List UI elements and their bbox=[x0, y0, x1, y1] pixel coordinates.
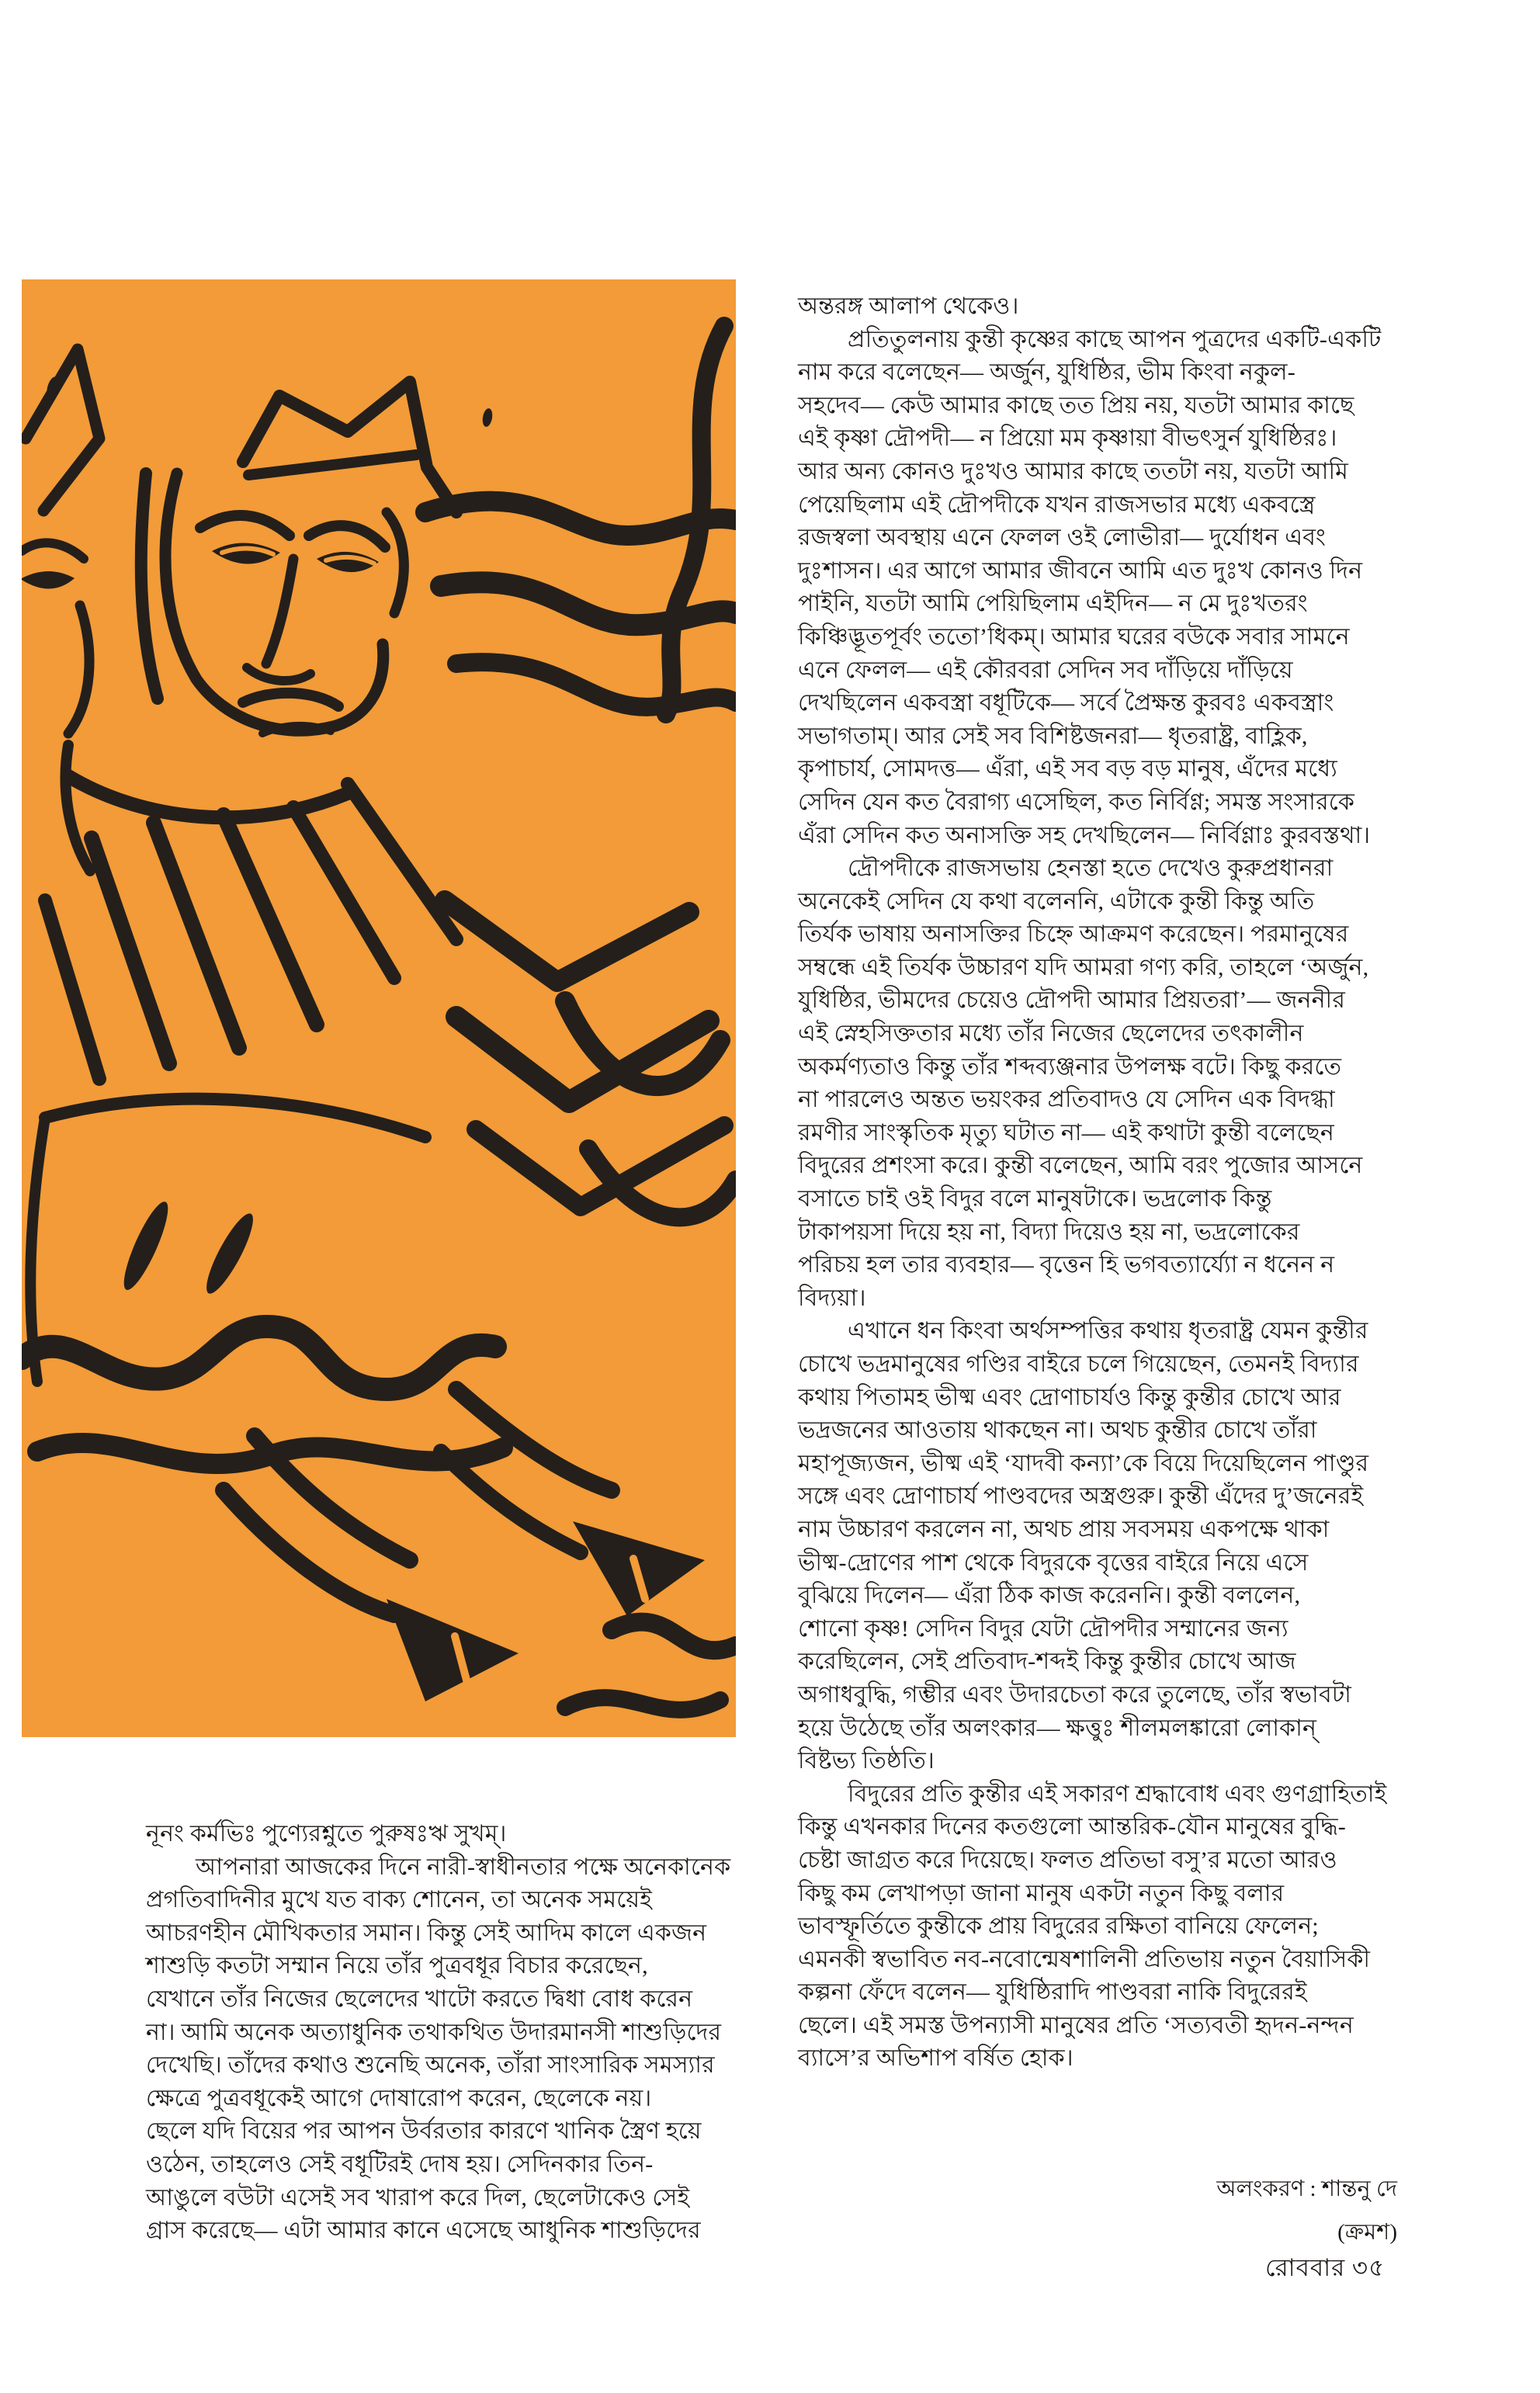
text-line: বিষ্টভ্য তিষ্ঠতি। bbox=[798, 1748, 935, 1774]
illustration-panel bbox=[22, 279, 736, 1737]
text-line: এনে ফেলল— এই কৌরবরা সেদিন সব দাঁড়িয়ে দাঁড়িয়ে bbox=[798, 657, 1293, 683]
text-line: পাইনি, যতটা আমি পেয়িছিলাম এইদিন— ন মে দুঃখতরং bbox=[798, 591, 1308, 617]
crowned-figures-brush-illustration bbox=[22, 279, 736, 1737]
text-line: আচরণহীন মৌখিকতার সমান। কিন্তু সেই আদিম কালে একজন bbox=[146, 1920, 707, 1946]
text-line: সঙ্গে এবং দ্রোণাচার্য পাণ্ডবদের অস্ত্রগুরু। কুন্তী এঁদের দু’জনেরই bbox=[798, 1483, 1364, 1510]
text-line: বিদুরের প্রতি কুন্তীর এই সকারণ শ্রদ্ধাবোধ এবং গুণগ্রাহিতাই bbox=[848, 1781, 1387, 1807]
text-line: কৃপাচার্য, সোমদত্ত— এঁরা, এই সব বড় বড় মানুষ, এঁদের মধ্যে bbox=[798, 756, 1337, 782]
text-line: রজস্বলা অবস্থায় এনে ফেলল ওই লোভীরা— দুর্যোধন এবং bbox=[798, 525, 1327, 551]
text-line: আঙুলে বউটা এসেই সব খারাপ করে দিল, ছেলেটাকেও সেই bbox=[146, 2184, 690, 2211]
credits-block bbox=[1009, 2167, 1397, 2254]
text-line: ব্যাসে’র অভিশাপ বর্ষিত হোক। bbox=[798, 2045, 1073, 2072]
text-line: কথায় পিতামহ ভীষ্ম এবং দ্রোণাচার্যও কিন্তু কুন্তীর চোখে আর bbox=[798, 1384, 1341, 1410]
text-line: হয়ে উঠেছে তাঁর অলংকার— ক্ষত্তুঃ শীলমলঙ্কারো লোকান্ bbox=[798, 1715, 1317, 1741]
text-line: এমনকী স্বভাবিত নব-নবোন্মেষশালিনী প্রতিভায় নতুন বৈয়াসিকী bbox=[798, 1946, 1371, 1972]
text-line: চোখে ভদ্রমানুষের গণ্ডির বাইরে চলে গিয়েছেন, তেমনই বিদ্যার bbox=[798, 1351, 1359, 1377]
text-line: বসাতে চাই ওই বিদুর বলে মানুষটাকে। ভদ্রলোক কিন্তু bbox=[798, 1186, 1272, 1212]
text-line: কল্পনা ফেঁদে বলেন— যুধিষ্ঠিরাদি পাণ্ডবরা নাকি বিদুরেরই bbox=[798, 1979, 1307, 2006]
text-line: সম্বন্ধে এই তির্যক উচ্চারণ যদি আমরা গণ্য করি, তাহলে ‘অর্জুন, bbox=[798, 954, 1369, 980]
text-line: অন্তরঙ্গ আলাপ থেকেও। bbox=[798, 293, 1019, 319]
text-line: বিদুরের প্রশংসা করে। কুন্তী বলেছেন, আমি বরং পুজোর আসনে bbox=[798, 1153, 1363, 1179]
illustration-background bbox=[22, 279, 736, 1737]
text-line: দেখছিলেন একবস্ত্রা বধূটিকে— সর্বে প্রৈক্ষন্ত কুরবঃ একবস্ত্রাং bbox=[798, 690, 1334, 716]
text-line: নাম উচ্চারণ করলেন না, অথচ প্রায় সবসময় একপক্ষে থাকা bbox=[798, 1516, 1330, 1542]
text-line: ওঠেন, তাহলেও সেই বধূটিরই দোষ হয়। সেদিনকার তিন- bbox=[146, 2151, 654, 2177]
text-line: কিন্তু এখনকার দিনের কতগুলো আন্তরিক-যৌন মানুষের বুদ্ধি- bbox=[798, 1814, 1346, 1840]
text-line: শোনো কৃষ্ণ! সেদিন বিদুর যেটা দ্রৌপদীর সম্মানের জন্য bbox=[798, 1615, 1289, 1642]
text-line: পরিচয় হল তার ব্যবহার— বৃত্তেন হি ভগবত্যার্য্যো ন ধনেন ন bbox=[798, 1252, 1335, 1278]
text-line: নাম করে বলেছেন— অর্জুন, যুধিষ্ঠির, ভীম কিংবা নকুল- bbox=[798, 359, 1295, 386]
text-line: নূনং কর্মভিঃ পুণ্যেরশ্নুতে পুরুষঃঋ সুখম্। bbox=[146, 1821, 507, 1847]
text-line: কিঞ্চিদ্ভূতপূর্বং ততো’ধিকম্। আমার ঘরের বউকে সবার সামনে bbox=[798, 623, 1350, 650]
text-line: না। আমি অনেক অত্যাধুনিক তথাকথিত উদারমানসী শাশুড়িদের bbox=[146, 2019, 722, 2045]
text-line: আপনারা আজকের দিনে নারী-স্বাধীনতার পক্ষে অনেকানেক bbox=[196, 1854, 731, 1880]
text-line: এই কৃষ্ণা দ্রৌপদী— ন প্রিয়ো মম কৃষ্ণায়া বীভৎসুর্ন যুধিষ্ঠিরঃ। bbox=[798, 425, 1337, 452]
text-line: এখানে ধন কিংবা অর্থসম্পত্তির কথায় ধৃতরাষ্ট্র যেমন কুন্তীর bbox=[848, 1318, 1368, 1344]
text-line: কিছু কম লেখাপড়া জানা মানুষ একটা নতুন কিছু বলার bbox=[798, 1880, 1285, 1906]
text-line: অগাধবুদ্ধি, গম্ভীর এবং উদারচেতা করে তুলেছে, তাঁর স্বভাবটা bbox=[798, 1681, 1352, 1708]
text-line: ক্ষেত্রে পুত্রবধূকেই আগে দোষারোপ করেন, ছেলেকে নয়। bbox=[146, 2085, 652, 2111]
text-line: প্রতিতুলনায় কুন্তী কৃষ্ণের কাছে আপন পুত্রদের একটি-একটি bbox=[848, 326, 1382, 352]
continued-marker: (ক্রমশ) bbox=[1337, 2220, 1397, 2245]
text-line: অনেকেই সেদিন যে কথা বলেননি, এটাকে কুন্তী কিন্তু অতি bbox=[798, 888, 1315, 914]
text-line: শাশুড়ি কতটা সম্মান নিয়ে তাঁর পুত্রবধূর বিচার করেছেন, bbox=[146, 1953, 648, 1979]
text-line: অকর্মণ্যতাও কিন্তু তাঁর শব্দব্যঞ্জনার উপলক্ষ বটে। কিছু করতে bbox=[798, 1053, 1342, 1080]
text-line: এঁরা সেদিন কত অনাসক্তি সহ দেখছিলেন— নির্বিণ্ণাঃ কুরবস্তথা। bbox=[798, 822, 1371, 848]
text-line: সভাগতাম্। আর সেই সব বিশিষ্টজনরা— ধৃতরাষ্ট্র, বাহ্লিক, bbox=[798, 723, 1308, 749]
text-line: ভাবস্ফূর্তিতে কুন্তীকে প্রায় বিদুরের রক্ষিতা বানিয়ে ফেলেন; bbox=[798, 1913, 1319, 1940]
text-line: বুঝিয়ে দিলেন— এঁরা ঠিক কাজ করেননি। কুন্তী বললেন, bbox=[798, 1583, 1301, 1609]
text-line: দেখেছি। তাঁদের কথাও শুনেছি অনেক, তাঁরা সাংসারিক সমস্যার bbox=[146, 2052, 715, 2079]
text-line: মহাপূজ্যজন, ভীষ্ম এই ‘যাদবী কন্যা’কে বিয়ে দিয়েছিলেন পাণ্ডুর bbox=[798, 1450, 1369, 1476]
text-line: ভদ্রজনের আওতায় থাকছেন না। অথচ কুন্তীর চোখে তাঁরা bbox=[798, 1417, 1317, 1444]
text-line: ছেলে। এই সমস্ত উপন্যাসী মানুষের প্রতি ‘সত্যবতী হৃদন-নন্দন bbox=[798, 2012, 1354, 2038]
page-footer: রোববার ৩৫ bbox=[1265, 2254, 1386, 2281]
text-line: যুধিষ্ঠির, ভীমদের চেয়েও দ্রৌপদী আমার প্রিয়তরা’— জননীর bbox=[798, 987, 1346, 1014]
text-line: গ্রাস করেছে— এটা আমার কানে এসেছে আধুনিক শাশুড়িদের bbox=[146, 2218, 701, 2244]
text-line: সেদিন যেন কত বৈরাগ্য এসেছিল, কত নির্বিণ্ণ; সমস্ত সংসারকে bbox=[798, 789, 1355, 815]
text-line: তির্যক ভাষায় অনাসক্তির চিহ্নে আক্রমণ করেছেন। পরমানুষের bbox=[798, 921, 1349, 948]
text-line: যেখানে তাঁর নিজের ছেলেদের খাটো করতে দ্বিধা বোধ করেন bbox=[146, 1985, 693, 2012]
text-line: পেয়েছিলাম এই দ্রৌপদীকে যখন রাজসভার মধ্যে একবস্ত্রে bbox=[798, 491, 1316, 518]
text-line: সহদেব— কেউ আমার কাছে তত প্রিয় নয়, যতটা আমার কাছে bbox=[798, 392, 1354, 418]
illustrator-credit: অলংকরণ : শান্তনু দে bbox=[1216, 2176, 1397, 2201]
text-line: রমণীর সাংস্কৃতিক মৃত্যু ঘটাত না— এই কথাটা কুন্তী বলেছেন bbox=[798, 1119, 1334, 1146]
text-line: দুঃশাসন। এর আগে আমার জীবনে আমি এত দুঃখ কোনও দিন bbox=[798, 557, 1363, 584]
text-line: করেছিলেন, সেই প্রতিবাদ-শব্দই কিন্তু কুন্তীর চোখে আজ bbox=[798, 1649, 1296, 1675]
text-line: প্রগতিবাদিনীর মুখে যত বাক্য শোনেন, তা অনেক সময়েই bbox=[146, 1887, 653, 1913]
text-line: দ্রৌপদীকে রাজসভায় হেনস্তা হতে দেখেও কুরুপ্রধানরা bbox=[848, 855, 1334, 882]
text-line: এই স্নেহসিক্ততার মধ্যে তাঁর নিজের ছেলেদের তৎকালীন bbox=[798, 1021, 1304, 1047]
text-line: চেষ্টা জাগ্রত করে দিয়েছে। ফলত প্রতিভা বসু’র মতো আরও bbox=[798, 1847, 1337, 1873]
text-line: ভীষ্ম-দ্রোণের পাশ থেকে বিদুরকে বৃত্তের বাইরে নিয়ে এসে bbox=[798, 1549, 1309, 1576]
text-line: ছেলে যদি বিয়ের পর আপন উর্বরতার কারণে খানিক স্ত্রৈণ হয়ে bbox=[146, 2118, 702, 2145]
text-line: না পারলেও অন্তত ভয়ংকর প্রতিবাদও যে সেদিন এক বিদগ্ধা bbox=[798, 1087, 1335, 1113]
article-text-right-column bbox=[798, 290, 1465, 2076]
text-line: আর অন্য কোনও দুঃখও আমার কাছে ততটা নয়, যতটা আমি bbox=[798, 458, 1348, 484]
article-text-left-column bbox=[146, 1818, 767, 2248]
text-line: টাকাপয়সা দিয়ে হয় না, বিদ্যা দিয়েও হয় না, ভদ্রলোকের bbox=[798, 1219, 1300, 1245]
text-line: বিদ্যয়া। bbox=[798, 1285, 866, 1311]
